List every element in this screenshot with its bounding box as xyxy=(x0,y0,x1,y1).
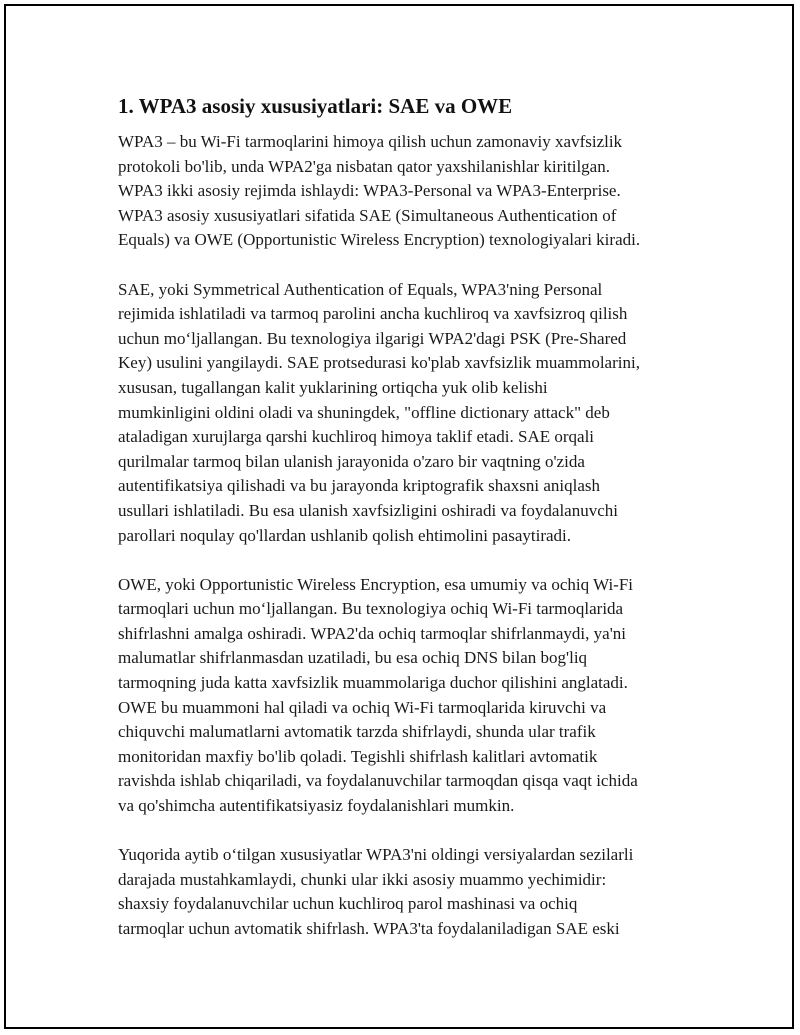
paragraph-intro: WPA3 – bu Wi-Fi tarmoqlarini himoya qilish uchun zamonaviy xavfsizlik protokoli bo'lib, unda WPA2'ga nisbatan qator yaxshilanishlar kiritilgan. WPA3 ikki asosiy rejimda ishlaydi: WPA3-Personal va WPA3-Enterprise. WPA3 asosiy xususiyatlari sifatida SAE (Simultaneous Authentication of Equals) va OWE (Opportunistic Wireless Encryption) texnologiyalari kiradi. xyxy=(118,132,641,250)
paragraph-sae: SAE, yoki Symmetrical Authentication of Equals, WPA3'ning Personal rejimida ishlatiladi va tarmoq parolini ancha kuchliroq va xavfsizroq qilish uchun mo‘ljallangan. Bu texnologiya ilgarigi WPA2'dagi PSK (Pre-Shared Key) usulini yangilaydi. SAE protsedurasi ko'plab xavfsizlik muammolarini, xususan, tugallangan kalit yuklarining ortiqcha yuk olib kelishi mumkinligini oldini oladi va shuningdek, "offline dictionary attack" deb ataladigan xurujlarga qarshi kuchliroq himoya taklif etadi. SAE orqali qurilmalar tarmoq bilan ulanish jarayonida o'zaro bir vaqtning o'zida autentifikatsiya qilishadi va bu jarayonda kriptografik shaxsni aniqlash usullari ishlatiladi. Bu esa ulanish xavfsizligini oshiradi va foydalanuvchi parollari noqulay qo'llardan ushlanib qolish ehtimolini pasaytiradi. xyxy=(118,279,640,545)
section-heading: 1. WPA3 asosiy xususiyatlari: SAE va OWE xyxy=(118,94,513,118)
paragraph-summary: Yuqorida aytib o‘tilgan xususiyatlar WPA3'ni oldingi versiyalardan sezilarli darajada mustahkamlaydi, chunki ular ikki asosiy muammo yechimidir: shaxsiy foydalanuvchilar uchun kuchliroq parol mashinasi va ochiq tarmoqlar uchun avtomatik shifrlash. WPA3'ta foydalaniladigan SAE eski xyxy=(118,845,634,938)
paragraph-owe: OWE, yoki Opportunistic Wireless Encryption, esa umumiy va ochiq Wi-Fi tarmoqlari uchun mo‘ljallangan. Bu texnologiya ochiq Wi-Fi tarmoqlarida shifrlashni amalga oshiradi. WPA2'da ochiq tarmoqlar shifrlanmaydi, ya'ni malumatlar shifrlanmasdan uzatiladi, bu esa ochiq DNS bilan bog'liq tarmoqning juda katta xavfsizlik muammolariga duchor qilishini anglatadi. OWE bu muammoni hal qiladi va ochiq Wi-Fi tarmoqlarida kiruvchi va chiquvchi malumatlarni avtomatik tarzda shifrlaydi, shunda ular trafik monitoridan maxfiy bo'lib qoladi. Tegishli shifrlash kalitlari avtomatik ravishda ishlab chiqariladi, va foydalanuvchilar tarmoqdan qisqa vaqt ichida va qo'shimcha autentifikatsiyasiz foydalanishlari mumkin. xyxy=(118,574,638,816)
document-body xyxy=(118,92,698,966)
